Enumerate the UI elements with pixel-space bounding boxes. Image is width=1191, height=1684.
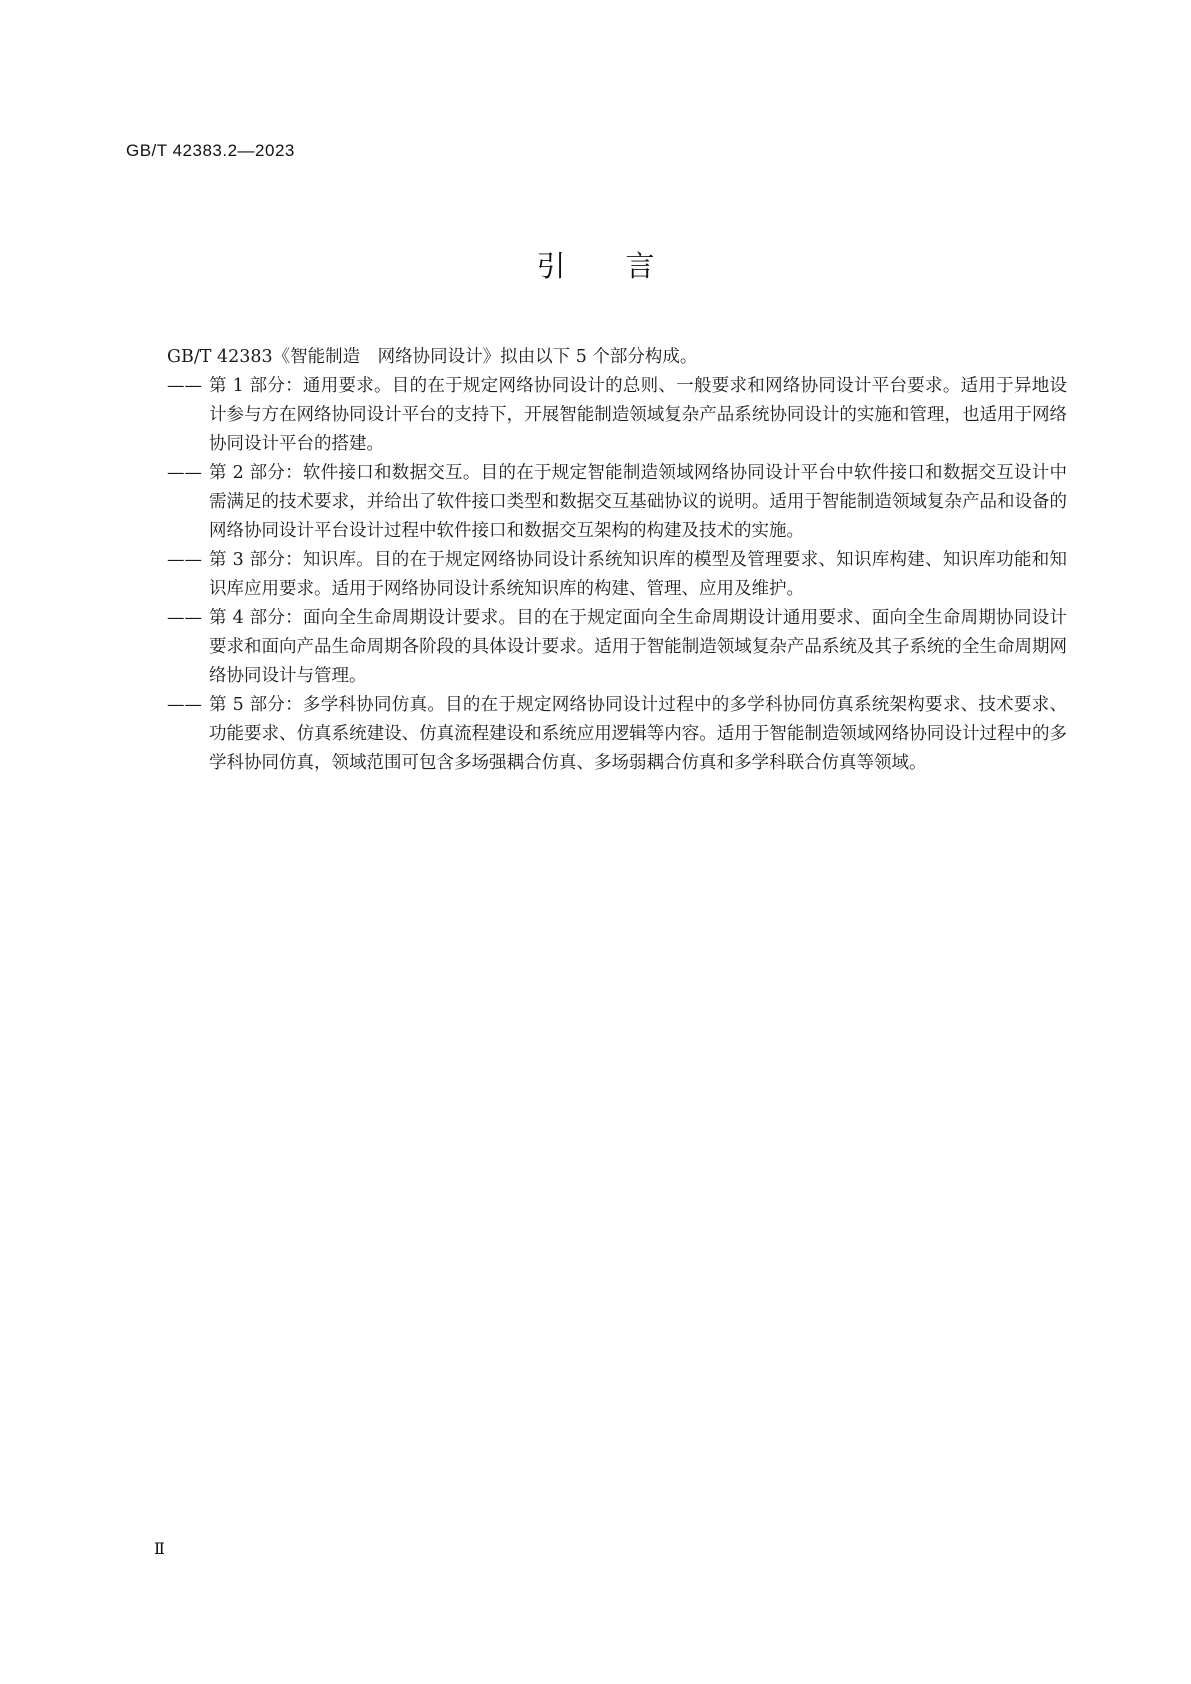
page-number: Ⅱ: [154, 1539, 165, 1558]
intro-paragraph: GB/T 42383《智能制造 网络协同设计》拟由以下 5 个部分构成。: [167, 347, 698, 367]
list-dash: ——: [167, 463, 202, 483]
page-title: 引言: [536, 249, 715, 283]
standard-code: GB/T 42383.2—2023: [126, 141, 295, 160]
list-item-part-1: [167, 372, 1067, 459]
list-item-part-2: [167, 459, 1067, 546]
part-text: 第 3 部分：知识库。目的在于规定网络协同设计系统知识库的模型及管理要求、知识库构建、知识库功能和知识库应用要求。适用于网络协同设计系统知识库的构建、管理、应用及维护。: [209, 550, 1067, 599]
part-text: 第 4 部分：面向全生命周期设计要求。目的在于规定面向全生命周期设计通用要求、面向全生命周期协同设计要求和面向产品生命周期各阶段的具体设计要求。适用于智能制造领域复杂产品系统及其子系统的全生命周期网络协同设计与管理。: [209, 608, 1067, 686]
part-text: 第 5 部分：多学科协同仿真。目的在于规定网络协同设计过程中的多学科协同仿真系统架构要求、技术要求、功能要求、仿真系统建设、仿真流程建设和系统应用逻辑等内容。适用于智能制造领域网络协同设计过程中的多学科协同仿真，领域范围可包含多场强耦合仿真、多场弱耦合仿真和多学科联合仿真等领域。: [209, 695, 1067, 773]
list-dash: ——: [167, 695, 202, 715]
part-text: 第 2 部分：软件接口和数据交互。目的在于规定智能制造领域网络协同设计平台中软件接口和数据交互设计中需满足的技术要求，并给出了软件接口类型和数据交互基础协议的说明。适用于智能制造领域复杂产品和设备的网络协同设计平台设计过程中软件接口和数据交互架构的构建及技术的实施。: [209, 463, 1067, 541]
parts-list: [167, 372, 1067, 778]
list-item-part-3: [167, 546, 1067, 604]
list-dash: ——: [167, 608, 202, 628]
list-item-part-4: [167, 604, 1067, 691]
list-item-part-5: [167, 691, 1067, 778]
part-text: 第 1 部分：通用要求。目的在于规定网络协同设计的总则、一般要求和网络协同设计平台要求。适用于异地设计参与方在网络协同设计平台的支持下，开展智能制造领域复杂产品系统协同设计的实施和管理，也适用于网络协同设计平台的搭建。: [209, 376, 1067, 454]
document-body: [167, 343, 1067, 778]
list-dash: ——: [167, 376, 202, 396]
list-dash: ——: [167, 550, 202, 570]
